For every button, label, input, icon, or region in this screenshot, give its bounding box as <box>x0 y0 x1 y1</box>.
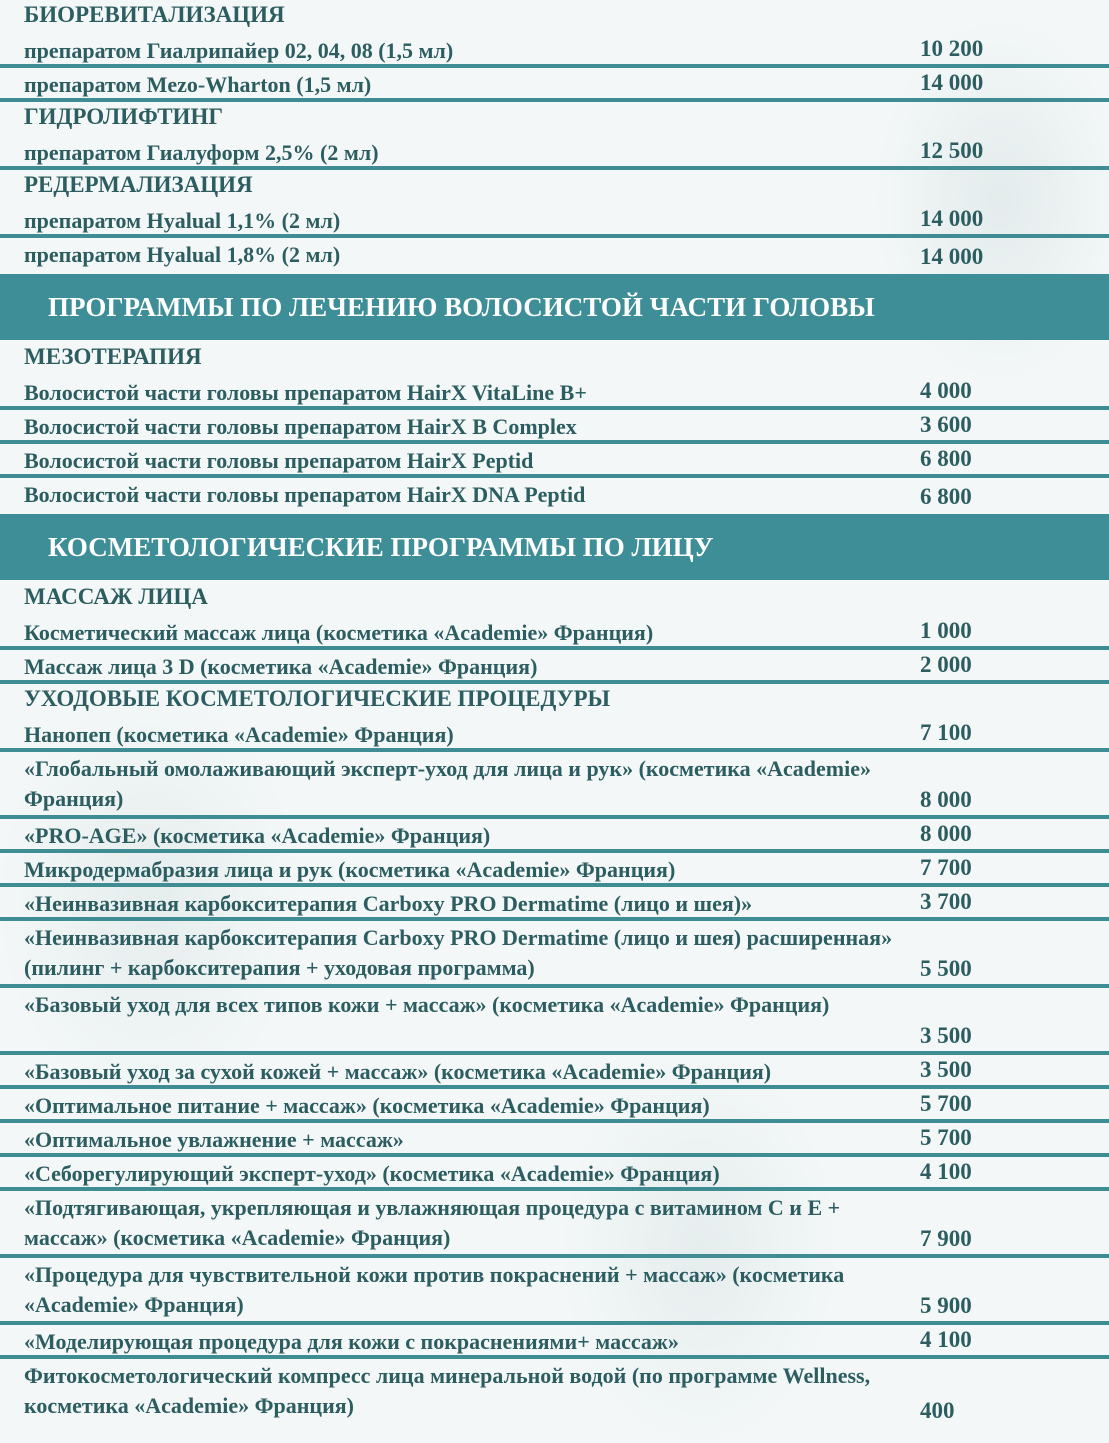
service-name: «Себорегулирующий эксперт-уход» (косметика «Academie» Франция) <box>24 1161 720 1186</box>
service-price: 5 900 <box>920 1293 972 1318</box>
price-row <box>0 478 1109 512</box>
price-row <box>0 887 1109 921</box>
service-price: 3 500 <box>920 1057 972 1082</box>
price-row <box>0 853 1109 887</box>
price-row <box>0 136 1109 170</box>
category-heading: УХОДОВЫЕ КОСМЕТОЛОГИЧЕСКИЕ ПРОЦЕДУРЫ <box>24 686 611 711</box>
price-row <box>0 444 1109 478</box>
price-row <box>0 1325 1109 1359</box>
service-name: препаратом Гиалрипайер 02, 04, 08 (1,5 мл) <box>24 38 454 63</box>
price-row <box>0 1055 1109 1089</box>
service-price: 14 000 <box>920 206 984 231</box>
service-name: препаратом Гиалуформ 2,5% (2 мл) <box>24 140 379 165</box>
section-banner: ПРОГРАММЫ ПО ЛЕЧЕНИЮ ВОЛОСИСТОЙ ЧАСТИ ГОЛОВЫ <box>0 274 1109 340</box>
service-name: препаратом Hyalual 1,1% (2 мл) <box>24 208 341 233</box>
price-row <box>0 1191 1109 1258</box>
service-name: «Оптимальное увлажнение + массаж» <box>24 1127 404 1152</box>
service-name: Волосистой части головы препаратом HairX DNA Peptid <box>24 482 586 507</box>
price-row <box>0 1157 1109 1191</box>
service-price: 5 700 <box>920 1125 972 1150</box>
price-row <box>0 1123 1109 1157</box>
service-price: 7 900 <box>920 1226 972 1251</box>
service-price: 4 100 <box>920 1327 972 1352</box>
service-price: 4 100 <box>920 1159 972 1184</box>
price-row <box>0 988 1109 1055</box>
category-heading: БИОРЕВИТАЛИЗАЦИЯ <box>24 2 285 27</box>
service-name: Косметический массаж лица (косметика «Academie» Франция) <box>24 620 654 645</box>
service-name: «Процедура для чувствительной кожи против покраснений + массаж» (косметика «Academie» Франция) <box>24 1262 845 1317</box>
service-name: Микродермабразия лица и рук (косметика «Academie» Франция) <box>24 857 676 882</box>
service-name: Волосистой части головы препаратом HairX VitaLine B+ <box>24 380 587 405</box>
price-row <box>0 1089 1109 1123</box>
service-price: 10 200 <box>920 36 984 61</box>
service-name: «Подтягивающая, укрепляющая и увлажняющая процедура с витамином С и Е + массаж» (косметика «Academie» Франция) <box>24 1195 841 1250</box>
service-price: 14 000 <box>920 244 984 269</box>
service-name: «Неинвазивная карбокситерапия Carboxy PRO Dermatime (лицо и шея) расширенная» (пилинг + карбокситерапия + уходовая программа) <box>24 925 893 980</box>
service-name: «Базовый уход за сухой кожей + массаж» (косметика «Academie» Франция) <box>24 1059 772 1084</box>
category-heading: РЕДЕРМАЛИЗАЦИЯ <box>24 172 253 197</box>
service-price: 12 500 <box>920 138 984 163</box>
service-name: Волосистой части головы препаратом HairX B Complex <box>24 414 577 439</box>
price-row <box>0 1359 1109 1426</box>
service-name: препаратом Mezo-Wharton (1,5 мл) <box>24 72 372 97</box>
service-price: 3 700 <box>920 889 972 914</box>
service-name: «PRO-AGE» (косметика «Academie» Франция) <box>24 823 491 848</box>
price-row <box>0 819 1109 853</box>
service-price: 7 100 <box>920 720 972 745</box>
price-row <box>0 718 1109 752</box>
service-price: 8 000 <box>920 787 972 812</box>
section-banner: КОСМЕТОЛОГИЧЕСКИЕ ПРОГРАММЫ ПО ЛИЦУ <box>0 514 1109 580</box>
service-price: 5 500 <box>920 956 972 981</box>
service-name: «Оптимальное питание + массаж» (косметика «Academie» Франция) <box>24 1093 710 1118</box>
price-row <box>0 34 1109 68</box>
service-name: «Моделирующая процедура для кожи с покраснениями+ массаж» <box>24 1329 679 1354</box>
service-name: Фитокосметологический компресс лица минеральной водой (по программе Wellness, косметика «Academie» Франция) <box>24 1363 871 1418</box>
price-row <box>0 204 1109 238</box>
price-row <box>0 616 1109 650</box>
service-name: препаратом Hyalual 1,8% (2 мл) <box>24 242 341 267</box>
service-price: 2 000 <box>920 652 972 677</box>
service-price: 6 800 <box>920 484 972 509</box>
service-price: 3 600 <box>920 412 972 437</box>
price-row <box>0 921 1109 988</box>
service-name: Нанопеп (косметика «Academie» Франция) <box>24 722 454 747</box>
price-row <box>0 1258 1109 1325</box>
service-price: 14 000 <box>920 70 984 95</box>
service-price: 7 700 <box>920 855 972 880</box>
price-row <box>0 650 1109 684</box>
price-row <box>0 752 1109 819</box>
service-name: «Неинвазивная карбокситерапия Carboxy PRO Dermatime (лицо и шея)» <box>24 891 753 916</box>
price-row <box>0 410 1109 444</box>
service-price: 3 500 <box>920 1023 972 1048</box>
service-price: 6 800 <box>920 446 972 471</box>
service-name: Волосистой части головы препаратом HairX Peptid <box>24 448 534 473</box>
service-price: 8 000 <box>920 821 972 846</box>
service-price: 5 700 <box>920 1091 972 1116</box>
service-price: 400 <box>920 1398 955 1423</box>
category-heading: ГИДРОЛИФТИНГ <box>24 104 223 129</box>
category-heading: МЕЗОТЕРАПИЯ <box>24 344 202 369</box>
service-name: «Глобальный омолаживающий эксперт-уход для лица и рук» (косметика «Academie» Франция) <box>24 756 871 811</box>
service-price: 1 000 <box>920 618 972 643</box>
price-row <box>0 238 1109 272</box>
service-name: «Базовый уход для всех типов кожи + массаж» (косметика «Academie» Франция) <box>24 992 830 1017</box>
price-row <box>0 68 1109 102</box>
service-name: Массаж лица 3 D (косметика «Academie» Франция) <box>24 654 538 679</box>
price-row <box>0 376 1109 410</box>
category-heading: МАССАЖ ЛИЦА <box>24 584 208 609</box>
service-price: 4 000 <box>920 378 972 403</box>
